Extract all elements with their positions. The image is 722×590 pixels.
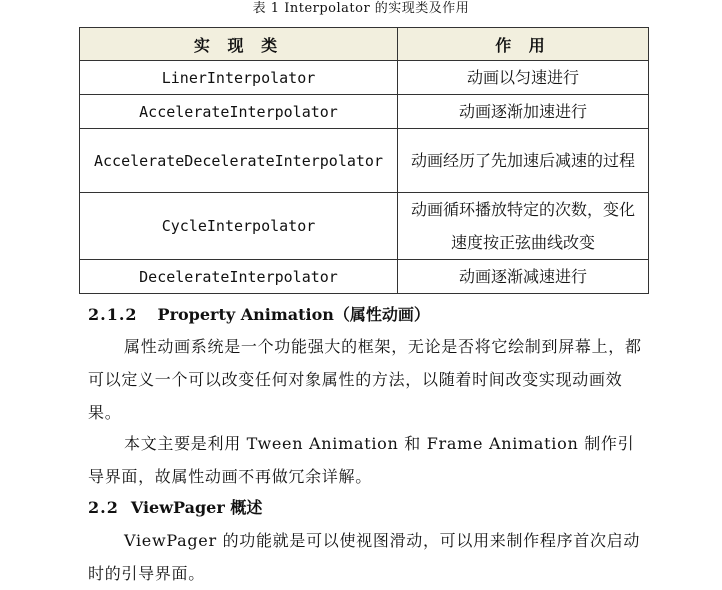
table-row xyxy=(80,193,649,260)
paragraph: ViewPager 的功能就是可以使视图滑动，可以用来制作程序首次启动时的引导界面。 xyxy=(88,531,641,583)
header-function: 作 用 xyxy=(398,28,649,61)
header-class: 实 现 类 xyxy=(80,28,398,61)
table-row xyxy=(80,260,649,294)
table-row xyxy=(80,95,649,129)
interpolator-table xyxy=(79,27,649,294)
cell-function: 动画以匀速进行 xyxy=(398,61,649,95)
cell-class: AccelerateInterpolator xyxy=(80,95,398,129)
cell-class: CycleInterpolator xyxy=(80,193,398,260)
cell-function: 动画逐渐减速进行 xyxy=(398,260,649,294)
cell-class: DecelerateInterpolator xyxy=(80,260,398,294)
section-title: ViewPager 概述 xyxy=(130,498,263,517)
section-number: 2.2 xyxy=(88,498,119,517)
table-row xyxy=(80,61,649,95)
cell-class: LinerInterpolator xyxy=(80,61,398,95)
cell-function: 动画逐渐加速进行 xyxy=(398,95,649,129)
paragraph: 本文主要是利用 Tween Animation 和 Frame Animation 制作引导界面，故属性动画不再做冗余详解。 xyxy=(88,434,635,486)
table-row xyxy=(80,129,649,193)
section-heading-2-2 xyxy=(88,494,262,522)
paragraph: 属性动画系统是一个功能强大的框架，无论是否将它绘制到屏幕上，都可以定义一个可以改变任何对象属性的方法，以随着时间改变实现动画效果。 xyxy=(88,337,642,422)
cell-function: 动画经历了先加速后减速的过程 xyxy=(398,129,649,193)
cell-function: 动画循环播放特定的次数，变化速度按正弦曲线改变 xyxy=(398,193,649,260)
table-caption: 表 1 Interpolator 的实现类及作用 xyxy=(252,1,470,16)
section-title: Property Animation（属性动画） xyxy=(157,305,430,324)
section-heading-2-1-2 xyxy=(88,301,430,329)
section-number: 2.1.2 xyxy=(88,305,138,324)
table-header-row xyxy=(80,28,649,61)
cell-class: AccelerateDecelerateInterpolator xyxy=(80,129,398,193)
